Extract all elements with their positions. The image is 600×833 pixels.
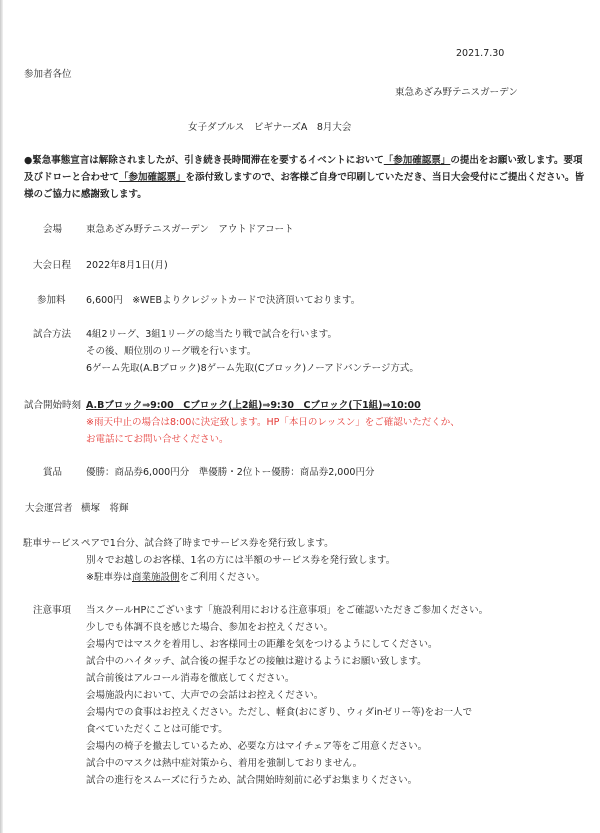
notice-paragraph <box>24 152 584 203</box>
parking-line: ペアで1台分、試合終了時までサービス券を発行致します。 <box>81 538 334 549</box>
parking-note-prefix: ※駐車券は <box>86 572 132 583</box>
venue-value: 東急あざみ野テニスガーデン アウトドアコート <box>86 224 294 235</box>
commercial-facility-link: 商業施設側 <box>131 572 180 583</box>
caution-line: 試合前後はアルコール消毒を徹底してください。 <box>86 673 295 684</box>
caution-line: 会場内の椅子を撤去しているため、必要な方はマイチェア等をご用意ください。 <box>86 741 428 752</box>
caution-line: 試合中のマスクは熱中症対策から、着用を強制しておりません。 <box>86 758 363 769</box>
rain-notice-line: お電話にてお問い合せください。 <box>86 434 229 445</box>
caution-line: 当スクールHPにございます「施設利用における注意事項」をご確認いただきご参加ください。 <box>86 605 489 616</box>
organizer-label: 大会運営者 <box>25 503 73 514</box>
caution-line: 試合の進行をスムーズに行うため、試合開始時刻前に必ずお集まりください。 <box>86 775 418 786</box>
parking-note-suffix: をご利用ください。 <box>179 572 265 583</box>
event-date-value: 2022年8月1日(月) <box>86 260 168 271</box>
caution-line: 食べていただくことは可能です。 <box>86 724 228 735</box>
caution-line: 少しでも体調不良を感じた場合、参加をお控えください。 <box>86 622 334 633</box>
caution-line: 会場内ではマスクを着用し、お客様同士の距離を気をつけるようにしてください。 <box>86 639 438 650</box>
event-date-label: 大会日程 <box>33 260 72 271</box>
organizer-value: 横塚 将輝 <box>81 503 129 514</box>
notice-text-1: ●緊急事態宣言は解除されましたが、引き続き長時間滞在を要するイベントにおいて <box>24 155 384 166</box>
parking-line-3 <box>86 569 265 586</box>
caution-line: 会場施設内において、大声での会話はお控えください。 <box>86 690 324 701</box>
notice-text-2: の提出をお願い致します。要項及びドローと合わせて <box>24 155 583 183</box>
sender-name: 東急あざみ野テニスガーデン <box>395 87 518 98</box>
prize-value: 優勝：商品券6,000円分 準優勝・2位トー優勝：商品券2,000円分 <box>86 467 375 478</box>
page-edge-shadow <box>0 0 3 833</box>
venue-label: 会場 <box>43 224 63 235</box>
document-title: 女子ダブルス ビギナーズA 8月大会 <box>188 122 352 133</box>
format-line: 4組2リーグ、3組1リーグの総当たり戦で試合を行います。 <box>86 329 338 340</box>
start-time-label: 試合開始時刻 <box>24 400 82 411</box>
document-date: 2021.7.30 <box>456 48 505 59</box>
fee-value: 6,600円 ※WEBよりクレジットカードで決済頂いております。 <box>86 295 361 306</box>
start-time-value: A.Bブロック⇒9:00 Cブロック(上2組)⇒9:30 Cブロック(下1組)⇒10:00 <box>86 400 421 411</box>
format-line: 6ゲーム先取(A.Bブロック)8ゲーム先取(Cブロック)ノーアドバンテージ方式。 <box>86 363 419 374</box>
confirmation-form-link-1: 「参加確認票」 <box>383 155 451 166</box>
format-label: 試合方法 <box>33 329 72 340</box>
format-line: その後、順位別のリーグ戦を行います。 <box>86 346 257 357</box>
parking-line: 別々でお越しのお客様、1名の方には半額のサービス券を発行致します。 <box>86 555 396 566</box>
rain-notice-line: ※雨天中止の場合は8:00に決定致します。HP「本日のレッスン」をご確認いただくか、 <box>86 417 460 428</box>
addressee: 参加者各位 <box>24 69 72 80</box>
fee-label: 参加料 <box>37 295 66 306</box>
notice-text-3: を添付致しますので、お客様ご自身で印刷していただき、当日大会受付にご提出ください。皆様のご協力に感謝致します。 <box>24 172 584 200</box>
caution-line: 試合中のハイタッチ、試合後の握手などの接触は避けるようにお願い致します。 <box>86 656 427 667</box>
parking-label: 駐車サービス <box>23 538 81 549</box>
caution-line: 会場内での食事はお控えください。ただし、軽食(おにぎり、ウィダinゼリー等)をお一人で <box>86 707 473 718</box>
caution-label: 注意事項 <box>33 605 72 616</box>
confirmation-form-link-2: 「参加確認票」 <box>119 172 186 183</box>
prize-label: 賞品 <box>43 467 63 478</box>
